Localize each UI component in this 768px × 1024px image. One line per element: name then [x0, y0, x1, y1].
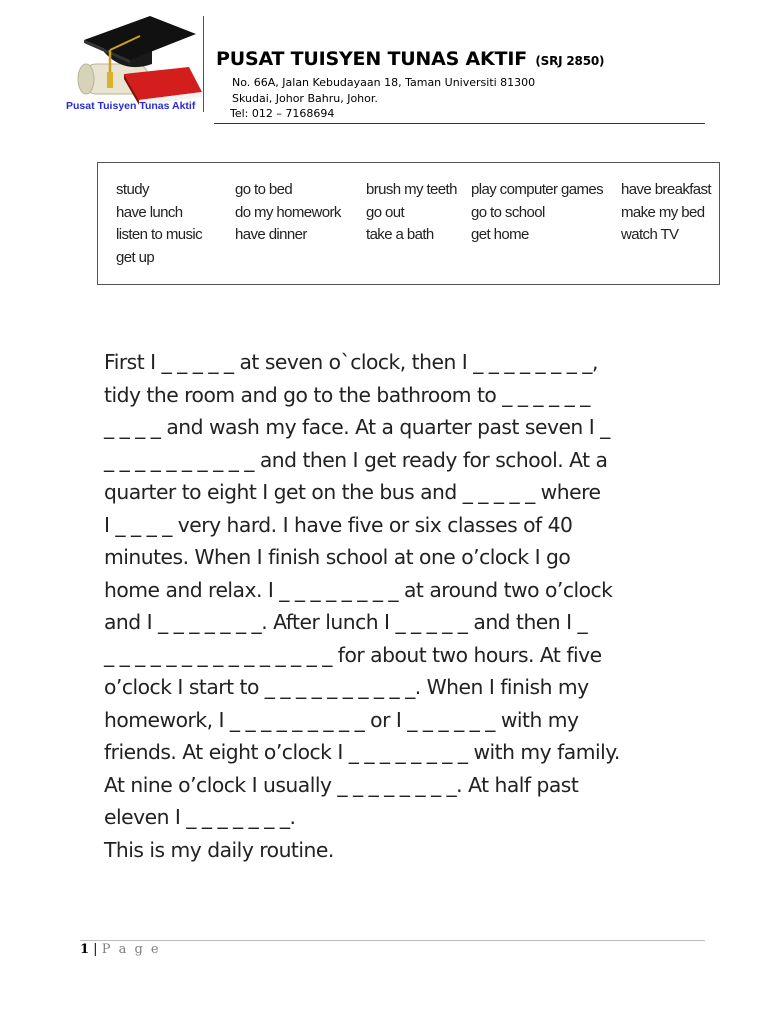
word-bank-item: do my homework: [235, 203, 341, 221]
word-bank-item: watch TV: [621, 226, 679, 243]
word-bank-column: [621, 179, 711, 247]
word-bank-item: have breakfast: [621, 181, 711, 198]
word-bank-item: study: [116, 181, 149, 198]
word-bank: [97, 162, 720, 285]
word-bank-item: have lunch: [116, 203, 183, 221]
passage-line: _ _ _ _ _ _ _ _ _ _ and then I get ready for school. At a: [104, 447, 608, 472]
passage-line: friends. At eight o’clock I _ _ _ _ _ _ _ _ with my family.: [104, 740, 620, 764]
word-bank-item: brush my teeth: [366, 181, 457, 198]
passage-line: and I _ _ _ _ _ _ _. After lunch I _ _ _ _ _ and then I _: [104, 610, 588, 634]
address-line-2: Skudai, Johor Bahru, Johor.: [232, 92, 378, 105]
passage-line: o’clock I start to _ _ _ _ _ _ _ _ _ _. When I finish my: [104, 675, 589, 699]
word-bank-item: go to bed: [235, 181, 293, 198]
header-divider-vertical: [203, 16, 204, 112]
daily-routine-passage: [104, 346, 704, 866]
header-divider-horizontal: [214, 123, 705, 124]
word-bank-item: make my bed: [621, 203, 705, 221]
page-footer: [80, 942, 161, 957]
footer-separator: |: [89, 942, 102, 957]
passage-line: tidy the room and go to the bathroom to _ _ _ _ _ _: [104, 382, 590, 407]
org-name-text: PUSAT TUISYEN TUNAS AKTIF: [216, 48, 527, 70]
word-bank-item: play computer games: [471, 181, 604, 198]
word-bank-item: listen to music: [116, 226, 203, 243]
passage-line: This is my daily routine.: [104, 837, 334, 862]
address-line-1: No. 66A, Jalan Kebudayaan 18, Taman Universiti 81300: [232, 76, 536, 89]
passage-line: At nine o’clock I usually _ _ _ _ _ _ _ _. At half past: [104, 772, 579, 797]
page-label: P a g e: [101, 942, 161, 957]
passage-line: _ _ _ _ and wash my face. At a quarter past seven I _: [104, 415, 610, 439]
word-bank-column: [366, 179, 457, 247]
phone-number: Tel: 012 – 7168694: [230, 107, 335, 120]
passage-line: home and relax. I _ _ _ _ _ _ _ _ at around two o’clock: [104, 577, 613, 602]
passage-line: First I _ _ _ _ _ at seven o`clock, then I _ _ _ _ _ _ _ _,: [104, 350, 598, 374]
passage-line: eleven I _ _ _ _ _ _ _.: [104, 805, 296, 829]
page-number: 1: [80, 942, 90, 957]
word-bank-item: take a bath: [366, 226, 434, 243]
word-bank-column: [116, 179, 202, 269]
org-registration: (SRJ 2850): [535, 54, 605, 68]
word-bank-column: [471, 179, 603, 247]
word-bank-item: get up: [116, 248, 155, 266]
word-bank-item: have dinner: [235, 226, 307, 243]
passage-line: I _ _ _ _ very hard. I have five or six classes of 40: [104, 512, 573, 537]
footer-divider: [80, 940, 705, 941]
word-bank-column: [235, 179, 341, 247]
word-bank-item: go out: [366, 203, 405, 221]
passage-line: _ _ _ _ _ _ _ _ _ _ _ _ _ _ _ for about two hours. At five: [104, 642, 602, 667]
org-name: [216, 48, 604, 70]
word-bank-item: get home: [471, 226, 529, 243]
word-bank-item: go to school: [471, 203, 545, 221]
passage-line: homework, I _ _ _ _ _ _ _ _ _ or I _ _ _ _ _ _ with my: [104, 707, 579, 732]
passage-line: quarter to eight I get on the bus and _ _ _ _ _ where: [104, 480, 601, 504]
logo-text: Pusat Tuisyen Tunas Aktif: [66, 100, 196, 112]
passage-line: minutes. When I finish school at one o’clock I go: [104, 545, 571, 569]
